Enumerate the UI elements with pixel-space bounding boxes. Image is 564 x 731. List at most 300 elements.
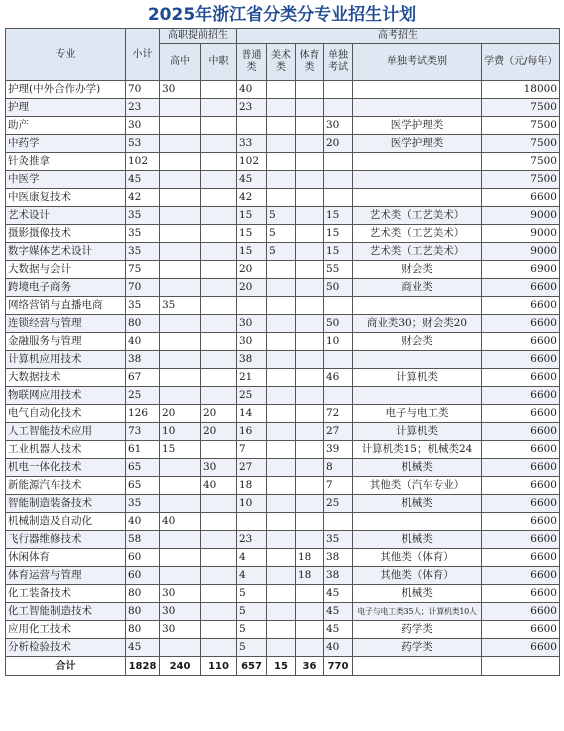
cell-independent-category bbox=[353, 387, 482, 405]
table-row bbox=[6, 423, 560, 441]
cell-general: 5 bbox=[237, 603, 267, 621]
cell-independent-category: 财会类 bbox=[353, 333, 482, 351]
cell-independent-exam: 38 bbox=[324, 567, 353, 585]
table-row bbox=[6, 567, 560, 585]
cell-vocational bbox=[201, 81, 237, 99]
cell-major: 智能制造装备技术 bbox=[6, 495, 126, 513]
cell-major: 跨境电子商务 bbox=[6, 279, 126, 297]
cell-general: 27 bbox=[237, 459, 267, 477]
table-row bbox=[6, 261, 560, 279]
cell-major: 机械制造及自动化 bbox=[6, 513, 126, 531]
cell-major: 工业机器人技术 bbox=[6, 441, 126, 459]
cell-general: 30 bbox=[237, 315, 267, 333]
table-row bbox=[6, 531, 560, 549]
cell-vocational bbox=[201, 495, 237, 513]
cell-major: 体育运营与管理 bbox=[6, 567, 126, 585]
cell-art bbox=[267, 297, 296, 315]
cell-vocational bbox=[201, 315, 237, 333]
cell-vocational bbox=[201, 333, 237, 351]
cell-subtotal: 73 bbox=[126, 423, 160, 441]
cell-art bbox=[267, 477, 296, 495]
cell-sports bbox=[296, 513, 324, 531]
cell-independent-category: 机械类 bbox=[353, 459, 482, 477]
cell-general: 15 bbox=[237, 225, 267, 243]
cell-independent-exam bbox=[324, 171, 353, 189]
cell-independent-exam: 46 bbox=[324, 369, 353, 387]
cell-art bbox=[267, 423, 296, 441]
cell-art bbox=[267, 405, 296, 423]
cell-vocational bbox=[201, 549, 237, 567]
cell-subtotal: 38 bbox=[126, 351, 160, 369]
cell-general bbox=[237, 513, 267, 531]
cell-tuition: 6600 bbox=[482, 603, 560, 621]
cell-tuition: 9000 bbox=[482, 243, 560, 261]
cell-high-school bbox=[160, 117, 201, 135]
cell-vocational bbox=[201, 603, 237, 621]
cell-sports bbox=[296, 153, 324, 171]
cell-independent-exam bbox=[324, 99, 353, 117]
cell-art bbox=[267, 495, 296, 513]
cell-vocational bbox=[201, 207, 237, 225]
cell-subtotal: 80 bbox=[126, 603, 160, 621]
cell-vocational bbox=[201, 513, 237, 531]
cell-high-school bbox=[160, 639, 201, 657]
cell-subtotal: 65 bbox=[126, 459, 160, 477]
cell-high-school bbox=[160, 243, 201, 261]
cell-subtotal: 42 bbox=[126, 189, 160, 207]
total-label: 合计 bbox=[6, 657, 126, 676]
table-row bbox=[6, 153, 560, 171]
cell-high-school bbox=[160, 351, 201, 369]
total-tuition bbox=[482, 657, 560, 676]
cell-independent-exam: 20 bbox=[324, 135, 353, 153]
cell-high-school bbox=[160, 531, 201, 549]
cell-subtotal: 60 bbox=[126, 549, 160, 567]
cell-high-school bbox=[160, 171, 201, 189]
cell-independent-category: 计算机类 bbox=[353, 369, 482, 387]
cell-tuition: 6600 bbox=[482, 315, 560, 333]
header-subtotal: 小计 bbox=[126, 29, 160, 81]
cell-independent-category bbox=[353, 153, 482, 171]
cell-general: 23 bbox=[237, 531, 267, 549]
cell-general: 42 bbox=[237, 189, 267, 207]
cell-tuition: 6600 bbox=[482, 423, 560, 441]
cell-independent-exam bbox=[324, 297, 353, 315]
cell-sports bbox=[296, 333, 324, 351]
cell-high-school bbox=[160, 99, 201, 117]
cell-high-school bbox=[160, 567, 201, 585]
table-row bbox=[6, 189, 560, 207]
header-major: 专业 bbox=[6, 29, 126, 81]
cell-vocational bbox=[201, 171, 237, 189]
cell-vocational bbox=[201, 639, 237, 657]
cell-subtotal: 53 bbox=[126, 135, 160, 153]
cell-major: 金融服务与管理 bbox=[6, 333, 126, 351]
cell-subtotal: 80 bbox=[126, 315, 160, 333]
cell-independent-category: 机械类 bbox=[353, 495, 482, 513]
cell-general: 15 bbox=[237, 207, 267, 225]
cell-high-school: 30 bbox=[160, 81, 201, 99]
cell-independent-category: 计算机类15；机械类24 bbox=[353, 441, 482, 459]
table-row bbox=[6, 243, 560, 261]
table-row bbox=[6, 513, 560, 531]
cell-sports bbox=[296, 279, 324, 297]
cell-art: 5 bbox=[267, 243, 296, 261]
cell-independent-exam: 38 bbox=[324, 549, 353, 567]
cell-high-school bbox=[160, 225, 201, 243]
cell-major: 大数据与会计 bbox=[6, 261, 126, 279]
cell-major: 电气自动化技术 bbox=[6, 405, 126, 423]
cell-independent-category: 其他类（体育） bbox=[353, 567, 482, 585]
cell-independent-category: 机械类 bbox=[353, 585, 482, 603]
table-row bbox=[6, 99, 560, 117]
cell-high-school bbox=[160, 279, 201, 297]
cell-major: 应用化工技术 bbox=[6, 621, 126, 639]
cell-major: 中医学 bbox=[6, 171, 126, 189]
cell-subtotal: 126 bbox=[126, 405, 160, 423]
table-row bbox=[6, 441, 560, 459]
cell-independent-category: 艺术类（工艺美术） bbox=[353, 207, 482, 225]
table-row bbox=[6, 135, 560, 153]
cell-tuition: 6900 bbox=[482, 261, 560, 279]
table-row bbox=[6, 387, 560, 405]
cell-subtotal: 23 bbox=[126, 99, 160, 117]
cell-major: 摄影摄像技术 bbox=[6, 225, 126, 243]
cell-independent-category: 其他类（汽车专业） bbox=[353, 477, 482, 495]
cell-high-school: 15 bbox=[160, 441, 201, 459]
cell-tuition: 6600 bbox=[482, 477, 560, 495]
cell-independent-category: 医学护理类 bbox=[353, 117, 482, 135]
cell-independent-exam: 50 bbox=[324, 315, 353, 333]
total-sports: 36 bbox=[296, 657, 324, 676]
table-row bbox=[6, 405, 560, 423]
cell-general: 5 bbox=[237, 639, 267, 657]
cell-tuition: 9000 bbox=[482, 207, 560, 225]
cell-major: 化工智能制造技术 bbox=[6, 603, 126, 621]
table-row bbox=[6, 459, 560, 477]
cell-subtotal: 67 bbox=[126, 369, 160, 387]
cell-art bbox=[267, 531, 296, 549]
cell-independent-category: 机械类 bbox=[353, 531, 482, 549]
cell-vocational bbox=[201, 369, 237, 387]
cell-high-school: 10 bbox=[160, 423, 201, 441]
cell-tuition: 6600 bbox=[482, 351, 560, 369]
cell-independent-category: 计算机类 bbox=[353, 423, 482, 441]
cell-tuition: 6600 bbox=[482, 585, 560, 603]
cell-art bbox=[267, 513, 296, 531]
cell-independent-exam: 27 bbox=[324, 423, 353, 441]
cell-independent-exam: 40 bbox=[324, 639, 353, 657]
cell-vocational bbox=[201, 387, 237, 405]
cell-general: 10 bbox=[237, 495, 267, 513]
cell-independent-exam: 10 bbox=[324, 333, 353, 351]
cell-vocational bbox=[201, 243, 237, 261]
cell-vocational bbox=[201, 153, 237, 171]
cell-vocational: 20 bbox=[201, 423, 237, 441]
cell-high-school: 30 bbox=[160, 603, 201, 621]
cell-independent-exam bbox=[324, 153, 353, 171]
cell-independent-exam: 8 bbox=[324, 459, 353, 477]
table-row bbox=[6, 621, 560, 639]
cell-tuition: 6600 bbox=[482, 333, 560, 351]
cell-sports: 18 bbox=[296, 549, 324, 567]
cell-major: 飞行器维修技术 bbox=[6, 531, 126, 549]
header-early-admission: 高职提前招生 bbox=[160, 29, 237, 44]
cell-high-school bbox=[160, 477, 201, 495]
total-art: 15 bbox=[267, 657, 296, 676]
cell-major: 计算机应用技术 bbox=[6, 351, 126, 369]
cell-independent-category bbox=[353, 99, 482, 117]
cell-sports bbox=[296, 621, 324, 639]
cell-general: 4 bbox=[237, 567, 267, 585]
cell-tuition: 6600 bbox=[482, 513, 560, 531]
cell-vocational bbox=[201, 117, 237, 135]
cell-sports bbox=[296, 81, 324, 99]
table-row bbox=[6, 171, 560, 189]
cell-vocational: 30 bbox=[201, 459, 237, 477]
cell-general: 25 bbox=[237, 387, 267, 405]
cell-independent-category: 电子与电工类 bbox=[353, 405, 482, 423]
cell-subtotal: 60 bbox=[126, 567, 160, 585]
cell-subtotal: 75 bbox=[126, 261, 160, 279]
table-row bbox=[6, 333, 560, 351]
cell-sports bbox=[296, 315, 324, 333]
cell-major: 休闲体育 bbox=[6, 549, 126, 567]
cell-major: 中药学 bbox=[6, 135, 126, 153]
cell-art bbox=[267, 99, 296, 117]
cell-high-school: 30 bbox=[160, 621, 201, 639]
cell-vocational bbox=[201, 441, 237, 459]
cell-general: 102 bbox=[237, 153, 267, 171]
cell-general: 30 bbox=[237, 333, 267, 351]
header-independent-category: 单独考试类别 bbox=[353, 44, 482, 81]
cell-general: 38 bbox=[237, 351, 267, 369]
cell-independent-exam bbox=[324, 81, 353, 99]
cell-subtotal: 40 bbox=[126, 333, 160, 351]
cell-art bbox=[267, 369, 296, 387]
total-independent-category bbox=[353, 657, 482, 676]
cell-vocational: 40 bbox=[201, 477, 237, 495]
table-row bbox=[6, 549, 560, 567]
total-independent-exam: 770 bbox=[324, 657, 353, 676]
cell-major: 连锁经营与管理 bbox=[6, 315, 126, 333]
cell-major: 人工智能技术应用 bbox=[6, 423, 126, 441]
cell-major: 护理(中外合作办学) bbox=[6, 81, 126, 99]
cell-tuition: 18000 bbox=[482, 81, 560, 99]
cell-independent-exam: 72 bbox=[324, 405, 353, 423]
cell-subtotal: 45 bbox=[126, 639, 160, 657]
cell-subtotal: 80 bbox=[126, 585, 160, 603]
cell-independent-exam: 15 bbox=[324, 207, 353, 225]
cell-sports bbox=[296, 459, 324, 477]
cell-sports bbox=[296, 171, 324, 189]
cell-independent-exam: 7 bbox=[324, 477, 353, 495]
cell-high-school bbox=[160, 369, 201, 387]
cell-art: 5 bbox=[267, 207, 296, 225]
cell-vocational bbox=[201, 531, 237, 549]
cell-subtotal: 35 bbox=[126, 207, 160, 225]
page-title: 2025年浙江省分类分专业招生计划 bbox=[147, 5, 417, 25]
cell-independent-category: 商业类 bbox=[353, 279, 482, 297]
cell-sports bbox=[296, 441, 324, 459]
cell-tuition: 6600 bbox=[482, 567, 560, 585]
cell-major: 机电一体化技术 bbox=[6, 459, 126, 477]
cell-general: 15 bbox=[237, 243, 267, 261]
table-row bbox=[6, 225, 560, 243]
cell-art bbox=[267, 621, 296, 639]
total-high-school: 240 bbox=[160, 657, 201, 676]
cell-general bbox=[237, 117, 267, 135]
cell-independent-category bbox=[353, 351, 482, 369]
cell-tuition: 7500 bbox=[482, 135, 560, 153]
table-row bbox=[6, 603, 560, 621]
cell-art bbox=[267, 333, 296, 351]
cell-art bbox=[267, 549, 296, 567]
cell-art bbox=[267, 189, 296, 207]
table-row bbox=[6, 279, 560, 297]
cell-vocational bbox=[201, 351, 237, 369]
cell-major: 新能源汽车技术 bbox=[6, 477, 126, 495]
cell-independent-category: 财会类 bbox=[353, 261, 482, 279]
cell-tuition: 7500 bbox=[482, 117, 560, 135]
cell-tuition: 6600 bbox=[482, 531, 560, 549]
cell-tuition: 6600 bbox=[482, 459, 560, 477]
cell-vocational bbox=[201, 621, 237, 639]
cell-sports bbox=[296, 585, 324, 603]
cell-general: 20 bbox=[237, 261, 267, 279]
cell-tuition: 6600 bbox=[482, 441, 560, 459]
cell-vocational bbox=[201, 135, 237, 153]
cell-subtotal: 35 bbox=[126, 225, 160, 243]
cell-high-school bbox=[160, 315, 201, 333]
cell-sports bbox=[296, 243, 324, 261]
cell-subtotal: 58 bbox=[126, 531, 160, 549]
cell-subtotal: 35 bbox=[126, 243, 160, 261]
header-art: 美术类 bbox=[267, 44, 296, 81]
cell-general: 21 bbox=[237, 369, 267, 387]
cell-tuition: 6600 bbox=[482, 387, 560, 405]
cell-general: 5 bbox=[237, 585, 267, 603]
table-row bbox=[6, 639, 560, 657]
cell-sports bbox=[296, 639, 324, 657]
cell-major: 大数据技术 bbox=[6, 369, 126, 387]
cell-independent-category: 其他类（体育） bbox=[353, 549, 482, 567]
cell-tuition: 6600 bbox=[482, 369, 560, 387]
cell-high-school bbox=[160, 549, 201, 567]
cell-sports bbox=[296, 99, 324, 117]
cell-independent-exam: 25 bbox=[324, 495, 353, 513]
cell-general: 33 bbox=[237, 135, 267, 153]
table-row bbox=[6, 315, 560, 333]
table-row bbox=[6, 477, 560, 495]
cell-sports bbox=[296, 477, 324, 495]
cell-high-school: 40 bbox=[160, 513, 201, 531]
cell-high-school bbox=[160, 135, 201, 153]
cell-art bbox=[267, 567, 296, 585]
cell-high-school bbox=[160, 333, 201, 351]
cell-tuition: 9000 bbox=[482, 225, 560, 243]
cell-major: 分析检验技术 bbox=[6, 639, 126, 657]
cell-independent-category: 药学类 bbox=[353, 621, 482, 639]
cell-independent-exam bbox=[324, 387, 353, 405]
cell-high-school bbox=[160, 387, 201, 405]
cell-vocational bbox=[201, 297, 237, 315]
cell-tuition: 6600 bbox=[482, 621, 560, 639]
cell-sports bbox=[296, 351, 324, 369]
cell-sports bbox=[296, 297, 324, 315]
cell-art: 5 bbox=[267, 225, 296, 243]
table-row bbox=[6, 117, 560, 135]
cell-art bbox=[267, 171, 296, 189]
cell-independent-exam: 35 bbox=[324, 531, 353, 549]
cell-subtotal: 70 bbox=[126, 81, 160, 99]
cell-independent-exam: 45 bbox=[324, 621, 353, 639]
cell-major: 网络营销与直播电商 bbox=[6, 297, 126, 315]
cell-subtotal: 45 bbox=[126, 171, 160, 189]
cell-independent-category bbox=[353, 81, 482, 99]
cell-art bbox=[267, 351, 296, 369]
table-row bbox=[6, 351, 560, 369]
cell-independent-exam: 50 bbox=[324, 279, 353, 297]
cell-independent-category bbox=[353, 297, 482, 315]
cell-art bbox=[267, 387, 296, 405]
cell-art bbox=[267, 279, 296, 297]
table-row bbox=[6, 207, 560, 225]
cell-sports bbox=[296, 387, 324, 405]
cell-high-school bbox=[160, 495, 201, 513]
cell-subtotal: 65 bbox=[126, 477, 160, 495]
cell-sports bbox=[296, 207, 324, 225]
cell-art bbox=[267, 81, 296, 99]
cell-independent-category bbox=[353, 171, 482, 189]
cell-high-school bbox=[160, 459, 201, 477]
cell-high-school bbox=[160, 207, 201, 225]
cell-sports bbox=[296, 135, 324, 153]
cell-independent-category bbox=[353, 189, 482, 207]
header-sports: 体育类 bbox=[296, 44, 324, 81]
cell-general: 18 bbox=[237, 477, 267, 495]
cell-high-school: 35 bbox=[160, 297, 201, 315]
cell-independent-category: 商业类30；财会类20 bbox=[353, 315, 482, 333]
cell-sports bbox=[296, 261, 324, 279]
cell-tuition: 7500 bbox=[482, 99, 560, 117]
enrollment-plan-table bbox=[5, 28, 560, 676]
cell-vocational bbox=[201, 261, 237, 279]
cell-sports bbox=[296, 423, 324, 441]
total-row bbox=[6, 657, 560, 676]
cell-subtotal: 102 bbox=[126, 153, 160, 171]
cell-general: 45 bbox=[237, 171, 267, 189]
cell-tuition: 7500 bbox=[482, 153, 560, 171]
cell-sports bbox=[296, 495, 324, 513]
cell-vocational bbox=[201, 189, 237, 207]
cell-general bbox=[237, 297, 267, 315]
cell-vocational bbox=[201, 567, 237, 585]
cell-art bbox=[267, 315, 296, 333]
cell-subtotal: 25 bbox=[126, 387, 160, 405]
table-body bbox=[6, 81, 560, 657]
header-tuition: 学费（元/每年） bbox=[482, 44, 560, 81]
cell-independent-category bbox=[353, 513, 482, 531]
total-general: 657 bbox=[237, 657, 267, 676]
cell-high-school bbox=[160, 189, 201, 207]
cell-art bbox=[267, 261, 296, 279]
cell-major: 针灸推拿 bbox=[6, 153, 126, 171]
cell-major: 化工装备技术 bbox=[6, 585, 126, 603]
cell-subtotal: 61 bbox=[126, 441, 160, 459]
cell-high-school bbox=[160, 261, 201, 279]
cell-major: 数字媒体艺术设计 bbox=[6, 243, 126, 261]
